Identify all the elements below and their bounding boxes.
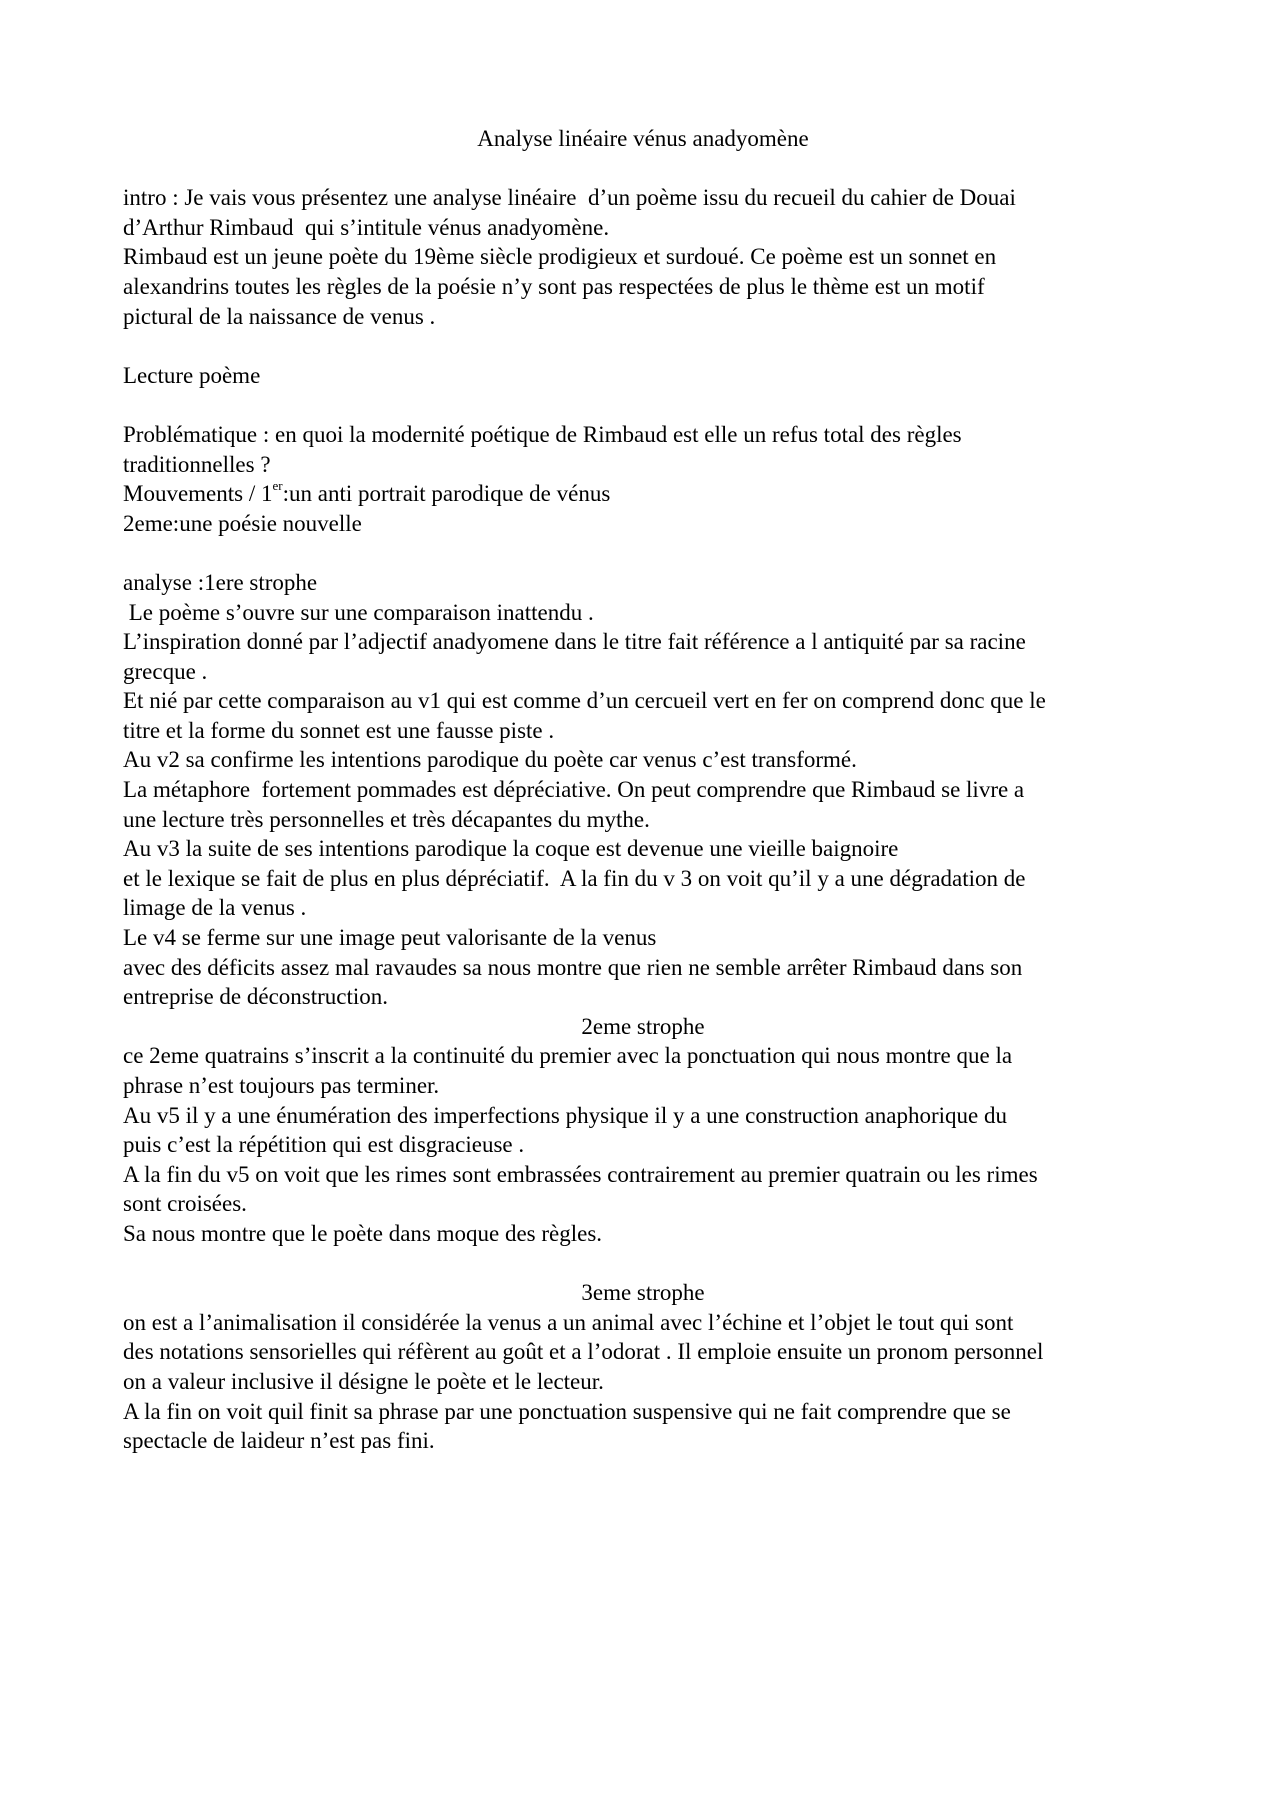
text-line: on a valeur inclusive il désigne le poète et le lecteur. — [123, 1368, 604, 1394]
text-line: intro : Je vais vous présentez une analyse linéaire d’un poème issu du recueil du cahier de Douai — [123, 185, 1016, 211]
text-line: avec des déficits assez mal ravaudes sa nous montre que rien ne semble arrêter Rimbaud dans son — [123, 954, 1023, 980]
blank-line — [123, 331, 1163, 361]
intro-paragraph — [123, 183, 1163, 331]
text-line: sont croisées. — [123, 1191, 247, 1217]
blank-line — [123, 390, 1163, 420]
document-title: Analyse linéaire vénus anadyomène — [477, 126, 809, 151]
text-line: et le lexique se fait de plus en plus dépréciatif. A la fin du v 3 on voit qu’il y a une dégradation de — [123, 865, 1026, 891]
blank-line — [123, 154, 1163, 184]
text-line: titre et la forme du sonnet est une fausse piste . — [123, 717, 555, 743]
mouvements-line — [123, 479, 1163, 509]
reading-line: Lecture poème — [123, 362, 261, 388]
text-line: La métaphore fortement pommades est dépréciative. On peut comprendre que Rimbaud se livre a — [123, 777, 1025, 803]
analyse-second-strophe — [123, 1041, 1163, 1248]
text-line: Le v4 se ferme sur une image peut valorisante de la venus — [123, 925, 657, 951]
text-line: d’Arthur Rimbaud qui s’intitule vénus anadyomène. — [123, 214, 610, 240]
text-line: Le poème s’ouvre sur une comparaison inattendu . — [123, 599, 594, 625]
blank-line — [123, 1249, 1163, 1279]
text-line: Au v3 la suite de ses intentions parodique la coque est devenue une vieille baignoire — [123, 836, 899, 862]
text-line: pictural de la naissance de venus . — [123, 303, 436, 329]
analyse-first-strophe — [123, 568, 1163, 1012]
text-line: alexandrins toutes les règles de la poésie n’y sont pas respectées de plus le thème est un motif — [123, 273, 985, 299]
text-line: traditionnelles ? — [123, 451, 271, 477]
text-line: limage de la venus . — [123, 895, 307, 921]
mouvements-suffix: :un anti portrait parodique de vénus — [282, 481, 611, 507]
text-line: Sa nous montre que le poète dans moque des règles. — [123, 1220, 603, 1246]
text-line: ce 2eme quatrains s’inscrit a la continuité du premier avec la ponctuation qui nous montre que la — [123, 1043, 1013, 1069]
text-line: Au v2 sa confirme les intentions parodique du poète car venus c’est transformé. — [123, 747, 857, 773]
mouvements-second-line: 2eme:une poésie nouvelle — [123, 510, 362, 536]
mouvements-prefix: Mouvements / 1 — [123, 481, 273, 507]
text-line: une lecture très personnelles et très décapantes du mythe. — [123, 806, 650, 832]
text-line: grecque . — [123, 658, 208, 684]
text-line: analyse :1ere strophe — [123, 569, 318, 595]
analyse-third-strophe — [123, 1308, 1163, 1456]
text-line: Problématique : en quoi la modernité poétique de Rimbaud est elle un refus total des règles — [123, 421, 962, 447]
text-line: Et nié par cette comparaison au v1 qui est comme d’un cercueil vert en fer on comprend donc que le — [123, 688, 1046, 714]
text-line: A la fin du v5 on voit que les rimes sont embrassées contrairement au premier quatrain ou les rimes — [123, 1161, 1038, 1187]
text-line: entreprise de déconstruction. — [123, 984, 389, 1010]
text-line: puis c’est la répétition qui est disgracieuse . — [123, 1132, 525, 1158]
text-line: spectacle de laideur n’est pas fini. — [123, 1428, 435, 1454]
blank-line — [123, 538, 1163, 568]
text-line: Au v5 il y a une énumération des imperfections physique il y a une construction anaphorique du — [123, 1102, 1007, 1128]
text-line: des notations sensorielles qui réfèrent au goût et a l’odorat . Il emploie ensuite un pronom personnel — [123, 1339, 1044, 1365]
problematique-paragraph — [123, 420, 1163, 479]
strophe-3-heading: 3eme strophe — [581, 1280, 705, 1306]
ordinal-superscript: er — [272, 478, 283, 494]
document-body — [123, 124, 1163, 1456]
text-line: A la fin on voit quil finit sa phrase par une ponctuation suspensive qui ne fait comprendre que se — [123, 1398, 1011, 1424]
strophe-2-heading: 2eme strophe — [581, 1013, 705, 1039]
text-line: L’inspiration donné par l’adjectif anadyomene dans le titre fait référence a l antiquité par sa racine — [123, 629, 1026, 655]
text-line: on est a l’animalisation il considérée la venus a un animal avec l’échine et l’objet le tout qui sont — [123, 1309, 1014, 1335]
text-line: Rimbaud est un jeune poète du 19ème siècle prodigieux et surdoué. Ce poème est un sonnet en — [123, 244, 997, 270]
text-line: phrase n’est toujours pas terminer. — [123, 1073, 440, 1098]
